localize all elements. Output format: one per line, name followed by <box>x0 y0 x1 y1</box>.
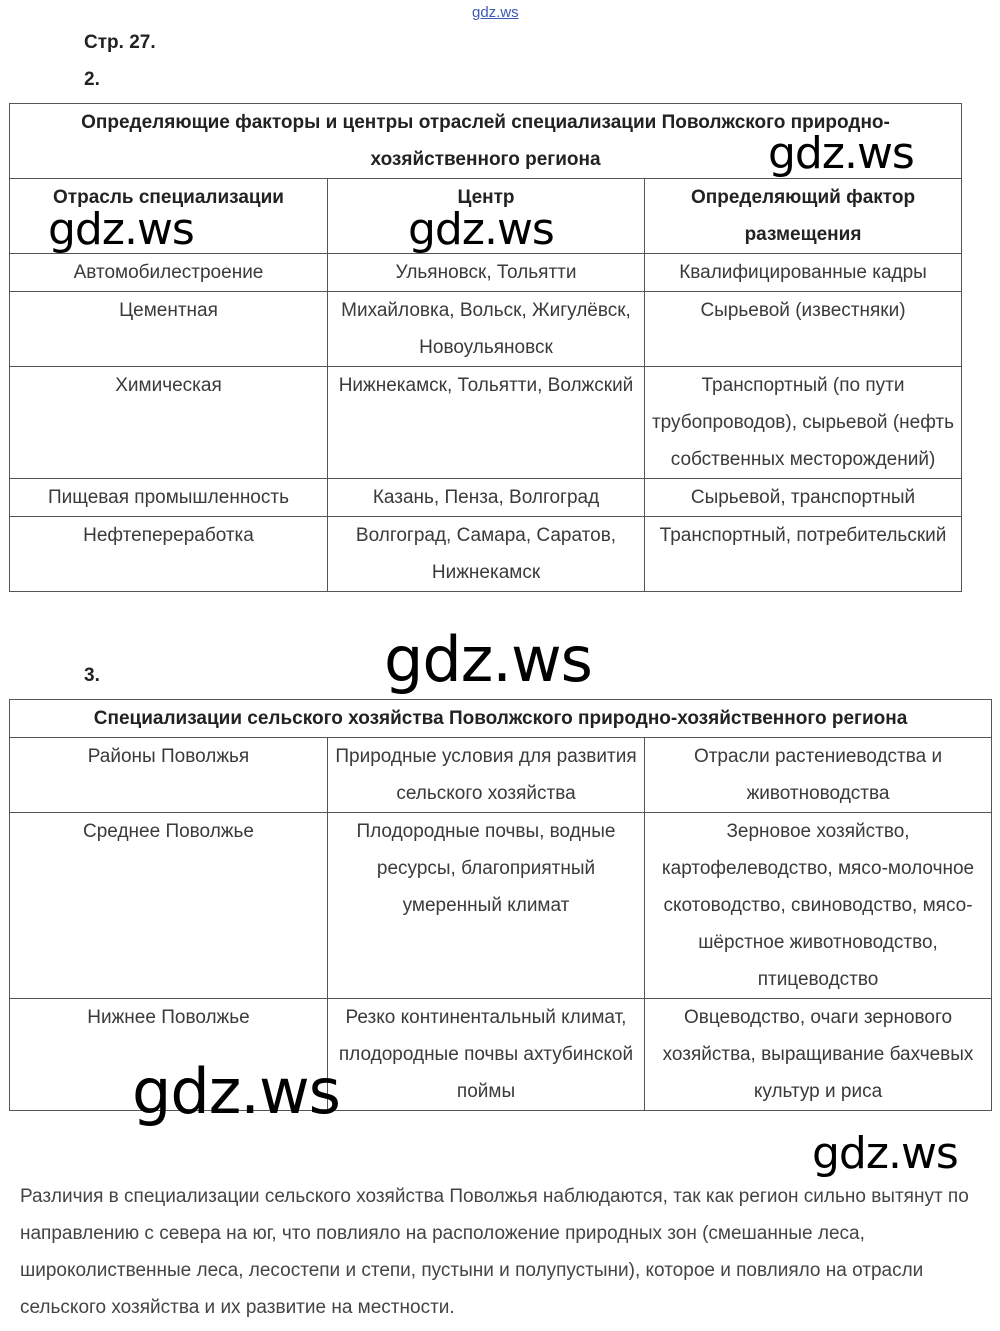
table-cell: Волгоград, Самара, Саратов, Нижнекамск <box>328 517 645 592</box>
table-cell: Химическая <box>10 367 328 479</box>
column-header: Определяющий фактор размещения <box>645 179 962 254</box>
factors-table-title: Определяющие факторы и центры отраслей специализации Поволжского природно-хозяйственного региона <box>10 104 962 179</box>
table-cell: Ульяновск, Тольятти <box>328 254 645 292</box>
table-row <box>10 813 992 999</box>
table-cell: Сырьевой (известняки) <box>645 292 962 367</box>
column-header: Отрасль специализации <box>10 179 328 254</box>
table-cell: Среднее Поволжье <box>10 813 328 999</box>
table-cell: Нижнее Поволжье <box>10 999 328 1111</box>
table-cell: Нижнекамск, Тольятти, Волжский <box>328 367 645 479</box>
table-row <box>10 479 962 517</box>
page-reference: Стр. 27. <box>84 32 156 53</box>
task-number-2: 2. <box>84 69 100 90</box>
table-cell: Сырьевой, транспортный <box>645 479 962 517</box>
table-cell: Нефтепереработка <box>10 517 328 592</box>
site-mark-link[interactable]: gdz.ws <box>472 4 519 21</box>
watermark: gdz.ws <box>408 204 554 255</box>
table-cell: Цементная <box>10 292 328 367</box>
column-header: Районы Поволжья <box>10 738 328 813</box>
table-row <box>10 367 962 479</box>
table-cell: Зерновое хозяйство, картофелеводство, мясо-молочное скотоводство, свиноводство, мясо-шёрстное животноводство, птицеводство <box>645 813 992 999</box>
watermark: gdz.ws <box>48 204 194 255</box>
table-cell: Пищевая промышленность <box>10 479 328 517</box>
table-cell: Казань, Пенза, Волгоград <box>328 479 645 517</box>
watermark: gdz.ws <box>384 623 592 696</box>
table-cell: Овцеводство, очаги зернового хозяйства, выращивание бахчевых культур и риса <box>645 999 992 1111</box>
table-cell: Транспортный, потребительский <box>645 517 962 592</box>
table-row <box>10 517 962 592</box>
task-number-3: 3. <box>84 665 100 686</box>
table-cell: Квалифицированные кадры <box>645 254 962 292</box>
table-cell: Плодородные почвы, водные ресурсы, благоприятный умеренный климат <box>328 813 645 999</box>
table-cell: Михайловка, Вольск, Жигулёвск, Новоульяновск <box>328 292 645 367</box>
table-row <box>10 254 962 292</box>
table-cell: Автомобилестроение <box>10 254 328 292</box>
watermark: gdz.ws <box>768 128 914 179</box>
column-header: Центр <box>328 179 645 254</box>
agriculture-table <box>9 699 992 1111</box>
column-header: Природные условия для развития сельского хозяйства <box>328 738 645 813</box>
watermark: gdz.ws <box>132 1055 340 1128</box>
column-header: Отрасли растениеводства и животноводства <box>645 738 992 813</box>
table-row <box>10 292 962 367</box>
conclusion-paragraph: Различия в специализации сельского хозяйства Поволжья наблюдаются, так как регион сильно вытянут по направлению с севера на юг, что повлияло на расположение природных зон (смешанные леса, широколиственные леса, лесостепи и степи, пустыни и полупустыни), которое и повлияло на отрасли сельского хозяйства и их развитие на местности. <box>20 1186 969 1318</box>
table-cell: Резко континентальный климат, плодородные почвы ахтубинской поймы <box>328 999 645 1111</box>
table-cell: Транспортный (по пути трубопроводов), сырьевой (нефть собственных месторождений) <box>645 367 962 479</box>
watermark: gdz.ws <box>812 1128 958 1179</box>
table-row <box>10 738 992 813</box>
agriculture-table-title: Специализации сельского хозяйства Поволжского природно-хозяйственного региона <box>10 700 992 738</box>
